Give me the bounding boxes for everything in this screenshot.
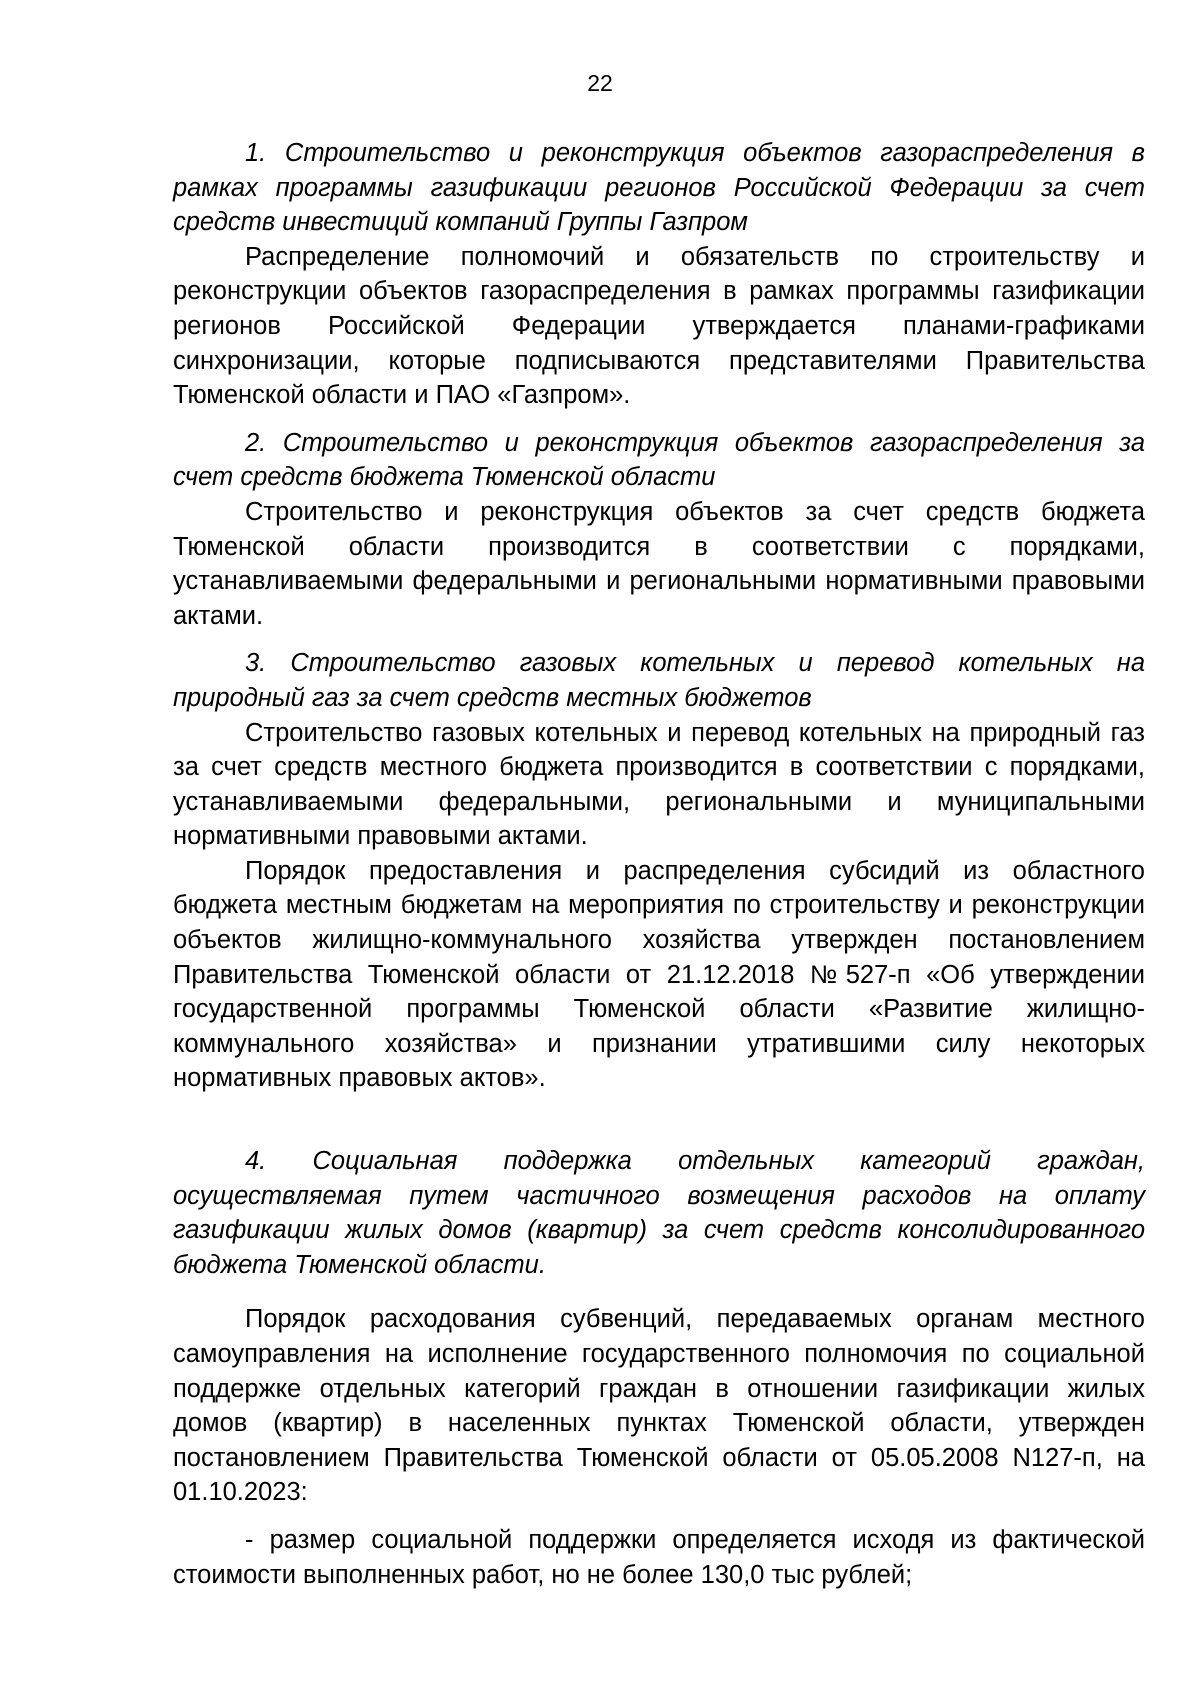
section-2-heading: 2. Строительство и реконструкция объектов газораспределения за счет средств бюджета Тюменской области [173, 428, 1145, 492]
section-4-list-item-1: - размер социальной поддержки определяется исходя из фактической стоимости выполненных работ, но не более 130,0 тыс рублей; [173, 1525, 1145, 1589]
document-body [173, 136, 1145, 1592]
section-4-paragraph-1: Порядок расходования субвенций, передаваемых органам местного самоуправления на исполнение государственного полномочия по социальной поддержке отдельных категорий граждан в отношении газификации жилых домов (квартир) в населенных пунктах Тюменской области, утвержден постановлением Правительства Тюменской области от 05.05.2008 N127-п, на 01.10.2023: [173, 1305, 1145, 1507]
section-2-paragraph-1: Строительство и реконструкция объектов за счет средств бюджета Тюменской области производится в соответствии с порядками, устанавливаемыми федеральными и региональными нормативными правовыми актами. [173, 497, 1145, 630]
section-3-paragraph-2: Порядок предоставления и распределения субсидий из областного бюджета местным бюджетам на мероприятия по строительству и реконструкции объектов жилищно-коммунального хозяйства утвержден постановлением Правительства Тюменской области от 21.12.2018 №527-п «Об утверждении государственной программы Тюменской области «Развитие жилищно-коммунального хозяйства» и признании утратившими силу некоторых нормативных правовых актов». [173, 856, 1145, 1093]
section-1-heading: 1. Строительство и реконструкция объектов газораспределения в рамках программы газификации регионов Российской Федерации за счет средств инвестиций компаний Группы Газпром [173, 139, 1145, 237]
page-number: 22 [587, 70, 613, 96]
section-3-heading: 3. Строительство газовых котельных и перевод котельных на природный газ за счет средств местных бюджетов [173, 649, 1145, 712]
section-4-heading: 4. Социальная поддержка отдельных категорий граждан, осуществляемая путем частичного возмещения расходов на оплату газификации жилых домов (квартир) за счет средств консолидированного бюджета Тюменской области. [173, 1147, 1145, 1279]
section-1-paragraph-1: Распределение полномочий и обязательств по строительству и реконструкции объектов газораспределения в рамках программы газификации регионов Российской Федерации утверждается планами-графиками синхронизации, которые подписываются представителями Правительства Тюменской области и ПАО «Газпром». [173, 242, 1145, 410]
section-3-paragraph-1: Строительство газовых котельных и перевод котельных на природный газ за счет средств местного бюджета производится в соответствии с порядками, устанавливаемыми федеральными, региональными и муниципальными нормативными правовыми актами. [173, 718, 1145, 851]
